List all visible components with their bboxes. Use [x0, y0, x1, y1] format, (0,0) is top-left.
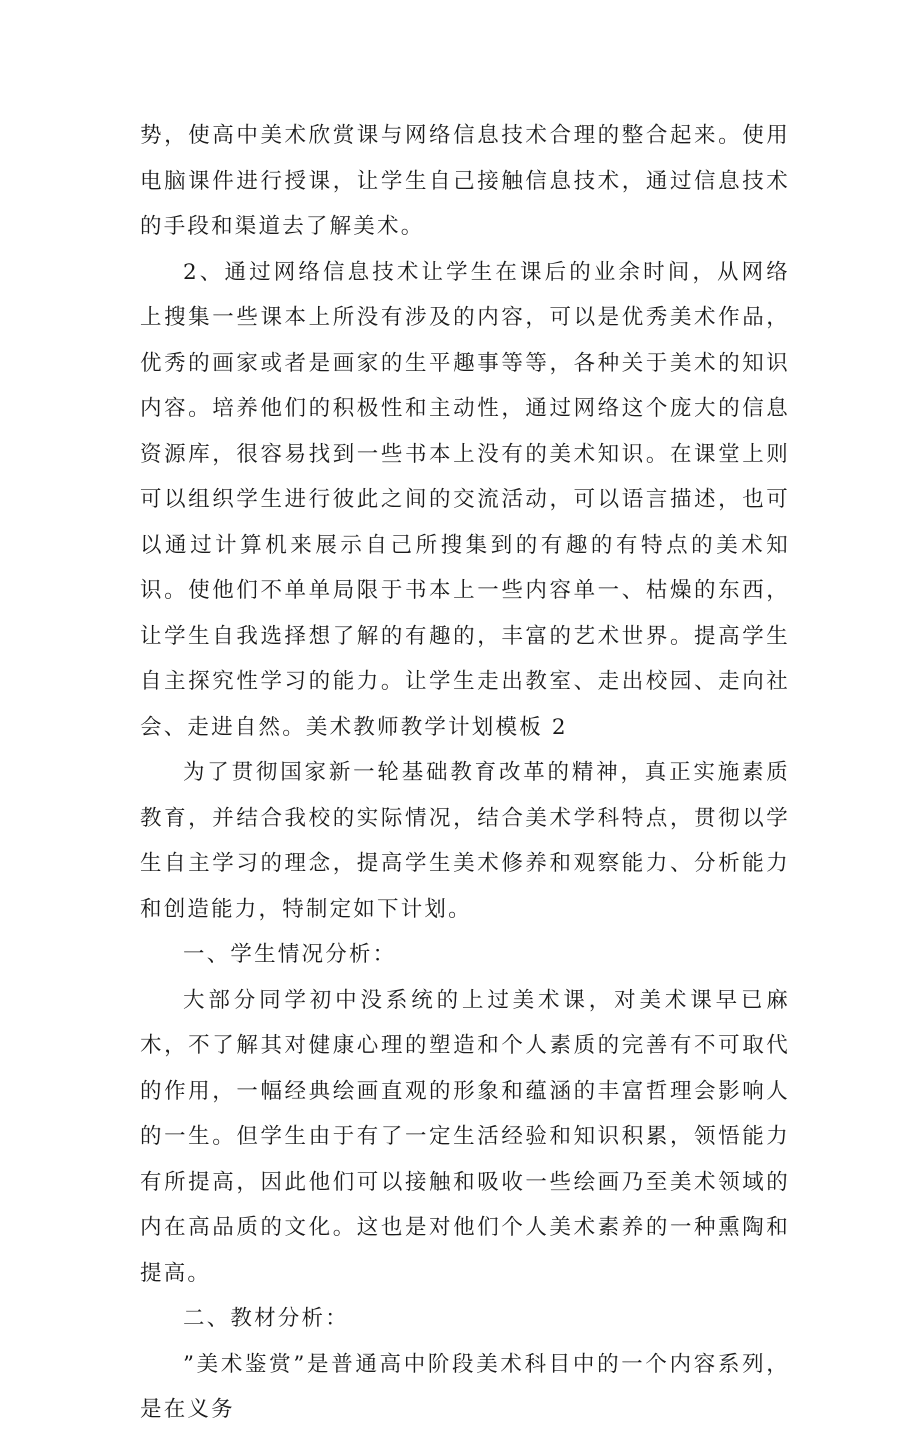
paragraph-continuation: 势，使高中美术欣赏课与网络信息技术合理的整合起来。使用电脑课件进行授课，让学生自己接触信息技术，通过信息技术的手段和渠道去了解美术。: [140, 123, 790, 239]
document-page: [140, 113, 790, 1433]
paragraph-intro: 为了贯彻国家新一轮基础教育改革的精神，真正实施素质教育，并结合我校的实际情况，结合美术学科特点，贯彻以学生自主学习的理念，提高学生美术修养和观察能力、分析能力和创造能力，特制定如下计划。: [140, 760, 790, 922]
section-heading-student-analysis: 一、学生情况分析：: [183, 942, 397, 967]
paragraph-textbook-analysis: ”美术鉴赏”是普通高中阶段美术科目中的一个内容系列，是在义务: [140, 1351, 790, 1422]
paragraph-student-analysis: 大部分同学初中没系统的上过美术课，对美术课早已麻木，不了解其对健康心理的塑造和个人素质的完善有不可取代的作用，一幅经典绘画直观的形象和蕴涵的丰富哲理会影响人的一生。但学生由于有了一定生活经验和知识积累，领悟能力有所提高，因此他们可以接触和吸收一些绘画乃至美术领域的内在高品质的文化。这也是对他们个人美术素养的一种熏陶和提高。: [140, 987, 790, 1286]
section-heading-textbook-analysis: 二、教材分析：: [183, 1306, 349, 1331]
paragraph-point-2: 2、通过网络信息技术让学生在课后的业余时间，从网络上搜集一些课本上所没有涉及的内容，可以是优秀美术作品，优秀的画家或者是画家的生平趣事等等，各种关于美术的知识内容。培养他们的积极性和主动性，通过网络这个庞大的信息资源库，很容易找到一些书本上没有的美术知识。在课堂上则可以组织学生进行彼此之间的交流活动，可以语言描述，也可以通过计算机来展示自己所搜集到的有趣的有特点的美术知识。使他们不单单局限于书本上一些内容单一、枯燥的东西，让学生自我选择想了解的有趣的，丰富的艺术世界。提高学生自主探究性学习的能力。让学生走出教室、走出校园、走向社会、走进自然。美术教师教学计划模板 2: [140, 259, 790, 740]
